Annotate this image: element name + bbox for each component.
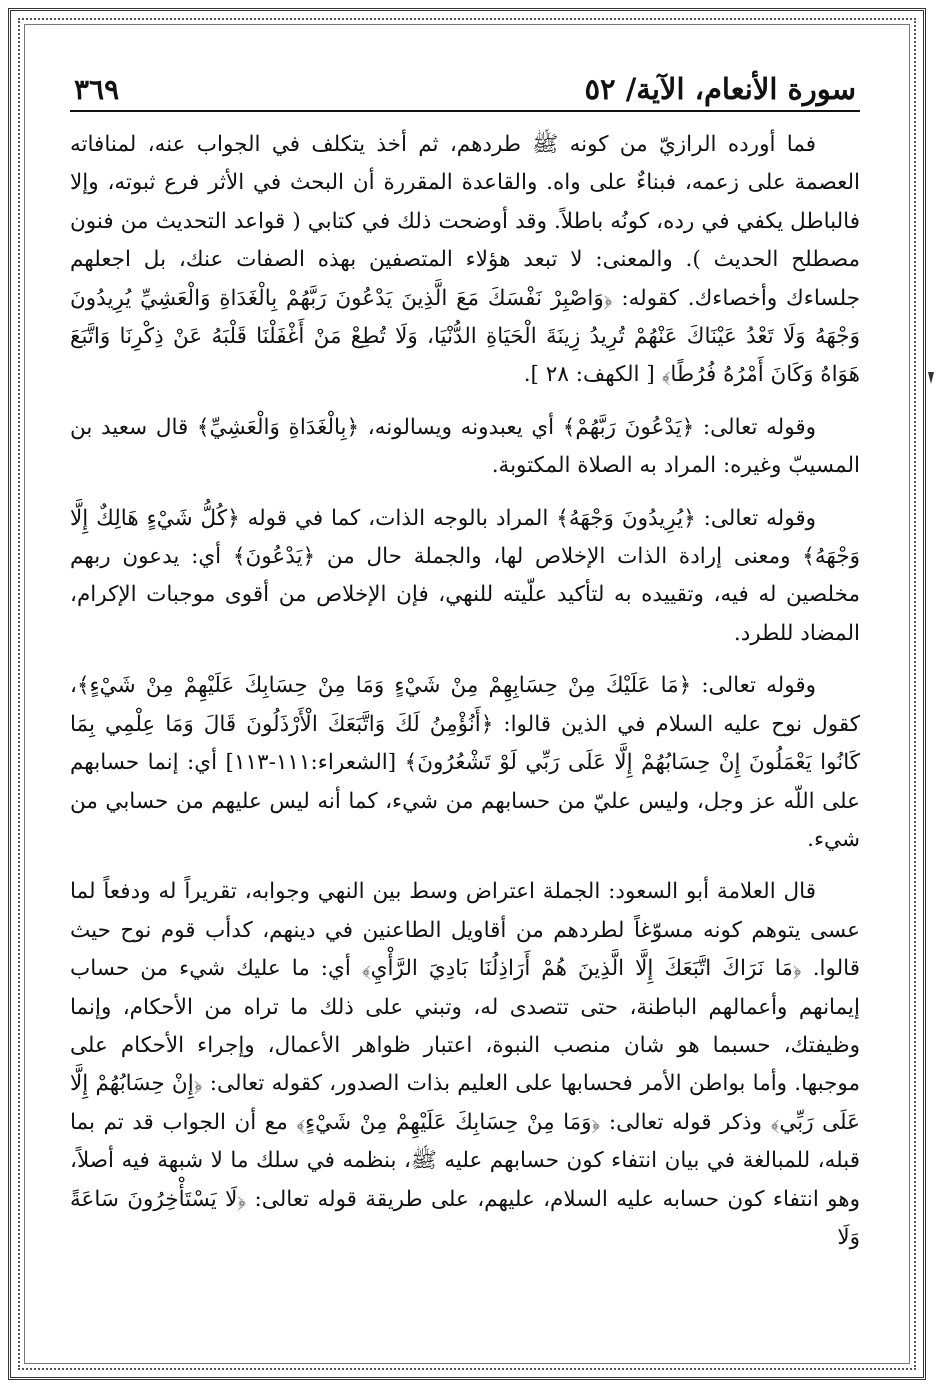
page-body bbox=[70, 126, 860, 1257]
surah-verse-title: سورة الأنعام، الآية/ ٥٢ bbox=[584, 72, 856, 106]
paragraph-razi-commentary: فما أورده الرازيّ من كونه ﷺ طردهم، ثم أخذ يتكلف في الجواب عنه، لمنافاته العصمة على زعمه، فبناءٌ على واه. والقاعدة المقررة أن البحث في الأثر فرع ثبوته، وإلا فالباطل يكفي في رده، كونُه باطلاً. وقد أوضحت ذلك في كتابي ( قواعد التحديث من فنون مصطلح الحديث ). والمعنى: لا تبعد هؤلاء المتصفين بهذه الصفات عنك، بل اجعلهم جلساءك وأخصاءك. كقوله: ﴿وَاصْبِرْ نَفْسَكَ مَعَ الَّذِينَ يَدْعُونَ رَبَّهُمْ بِالْغَدَاةِ وَالْعَشِيِّ يُرِيدُونَ وَجْهَهُ وَلَا تَعْدُ عَيْنَاكَ عَنْهُمْ تُرِيدُ زِينَةَ الْحَيَاةِ الدُّنْيَا، وَلَا تُطِعْ مَنْ أَغْفَلْنَا قَلْبَهُ عَنْ ذِكْرِنَا وَاتَّبَعَ هَوَاهُ وَكَانَ أَمْرُهُ فُرُطًا﴾ [ الكهف: ٢٨ ]. bbox=[70, 132, 860, 388]
paragraph-yadun-rabbahum: وقوله تعالى: ﴿يَدْعُونَ رَبَّهُمْ﴾ أي يعبدونه ويسالونه، ﴿بِالْغَدَاةِ وَالْعَشِيِّ﴾ قال سعيد بن المسيبّ وغيره: المراد به الصلاة المكتوبة. bbox=[70, 414, 860, 479]
running-header bbox=[70, 60, 860, 112]
paragraph-ma-alayka: وقوله تعالى: ﴿مَا عَلَيْكَ مِنْ حِسَابِهِمْ مِنْ شَيْءٍ وَمَا مِنْ حِسَابِكَ عَلَيْهِمْ مِنْ شَيْءٍ﴾، كقول نوح عليه السلام في الذين قالوا: ﴿أَنُؤْمِنُ لَكَ وَاتَّبَعَكَ الْأَرْذَلُونَ قَالَ وَمَا عِلْمِي بِمَا كَانُوا يَعْمَلُونَ إِنْ حِسَابُهُمْ إِلَّا عَلَى رَبِّي لَوْ تَشْعُرُونَ﴾ [الشعراء:١١١-١١٣] أي: إنما حسابهم على اللّه عز وجل، وليس عليّ من حسابهم من شيء، كما أنه ليس عليهم من حسابي من شيء. bbox=[70, 673, 860, 852]
paragraph-yuriduna-wajhah: وقوله تعالى: ﴿يُرِيدُونَ وَجْهَهُ﴾ المراد بالوجه الذات، كما في قوله ﴿كُلُّ شَيْءٍ هَالِكٌ إِلَّا وَجْهَهُ﴾ ومعنى إرادة الذات الإخلاص لها، والجملة حال من ﴿يَدْعُونَ﴾ أي: يدعون ربهم مخلصين له فيه، وتقييده به لتأكيد علّيته للنهي، فإن الإخلاص من أقوى موجبات الإكرام، المضاد للطرد. bbox=[70, 505, 860, 646]
book-page bbox=[70, 60, 860, 1350]
paragraph-abu-al-saud: قال العلامة أبو السعود: الجملة اعتراض وسط بين النهي وجوابه، تقريراً له ودفعاً لما عسى يتوهم كونه مسوّغاً لطردهم من أقاويل الطاعنين في دينهم، كدأب قوم نوح حيث قالوا. ﴿مَا نَرَاكَ اتَّبَعَكَ إِلَّا الَّذِينَ هُمْ أَرَاذِلُنَا بَادِيَ الرَّأْيِ﴾ أي: ما عليك شيء من حساب إيمانهم وأعمالهم الباطنة، حتى تتصدى له، وتبني على ذلك ما تراه من الأحكام، وإنما وظيفتك، حسبما هو شان منصب النبوة، اعتبار ظواهر الأعمال، وإجراء الأحكام على موجبها. وأما بواطن الأمر فحسابها على العليم بذات الصدور، كقوله تعالى: ﴿إِنْ حِسَابُهُمْ إِلَّا عَلَى رَبِّي﴾ وذكر قوله تعالى: ﴿وَمَا مِنْ حِسَابِكَ عَلَيْهِمْ مِنْ شَيْءٍ﴾ مع أن الجواب قد تم بما قبله، للمبالغة في بيان انتفاء كون حسابهم عليه ﷺ، بنظمه في سلك ما لا شبهة فيه أصلاً، وهو انتفاء كون حسابه عليه السلام، عليهم، على طريقة قوله تعالى: ﴿لَا يَسْتَأْخِرُونَ سَاعَةً وَلَا bbox=[70, 879, 860, 1250]
page-number: ٣٦٩ bbox=[74, 73, 120, 106]
margin-mark bbox=[928, 372, 934, 384]
